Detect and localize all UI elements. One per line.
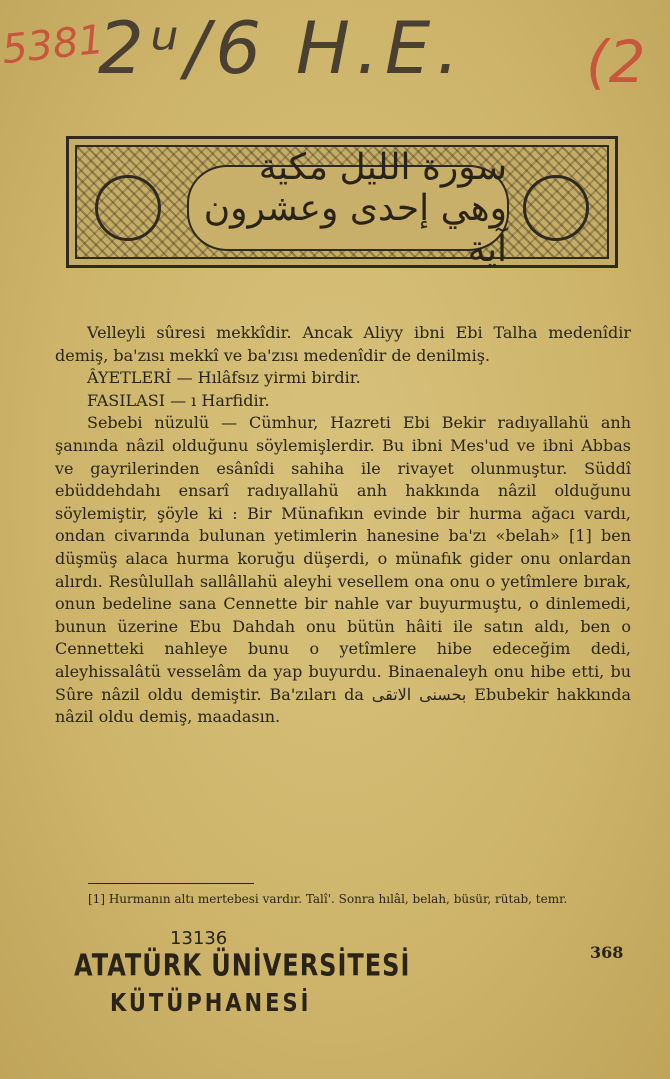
surah-title: سورة الليل مكية وهي إحدى وعشرون آية [187, 165, 509, 251]
footnote: [1] Hurmanın altı mertebesi vardır. Talî'. Sonra hılâl, belah, büsür, rütab, temr. [88, 892, 568, 906]
intro-paragraph: Velleyli sûresi mekkîdir. Ancak Aliyy ibni Ebi Talha medenîdir demiş, ba'zısı mekkî ve ba'zısı medenîdir de denilmiş. [55, 323, 631, 365]
library-stamp-line1: ATATÜRK ÜNİVERSİTESİ [74, 948, 411, 983]
fasilasi-line: FASILASI — ı Harfidir. [87, 390, 270, 410]
banner-ornament [75, 145, 609, 270]
header-banner [66, 136, 618, 268]
page-number: 368 [590, 943, 624, 962]
paren-mark: (2 [586, 28, 646, 96]
library-stamp-line2: KÜTÜPHANESİ [110, 988, 312, 1017]
stamp-number: 13136 [170, 928, 228, 949]
catalog-code: 2ᵘ/6 H.E. [98, 6, 466, 90]
body-text [55, 322, 631, 729]
footnote-rule [88, 883, 254, 884]
manuscript-number: 5381 [0, 16, 106, 74]
ayetleri-line: ÂYETLERİ — Hılâfsız yirmi birdir. [87, 368, 361, 388]
sebebi-nuzulu-paragraph: Sebebi nüzulü — Cümhur, Hazreti Ebi Bekir radıyallahü anh şanında nâzil olduğunu söylemişlerdir. Bu ibni Mes'ud ve ibni Abbas ve gayrilerinden esânîdi sahiha ile rivayet olunmuştur. Süddî ebüddehdahı ensarî radıyallahü anh hakkında nâzil olduğunu söylemiştir, şöyle ki : Bir Münafıkın evinde bir hurma ağacı vardı, ondan civarında bulunan yetimlerin hanesine ba'zı «belah» [1] ben düşmüş alaca hurma koruğu düşerdi, o münafık gider onu onlardan alırdı. Resûlullah sallâllahü aleyhi vesellem ona onu o yetîmlere bırak, onun bedeline sana Cennette bir nahle var buyurmuştu, o dinlemedi, bunun üzerine Ebu Dahdah onu bütün hâiti ile satın aldı, ben o Cennetteki nahleye bunu o yetîmlere hibe edeceğim dedi, aleyhissalâtü vesselâm da yap buyurdu. Binaenaleyh onu hibe etti, bu Sûre nâzil oldu demiştir. Ba'zıları da بحسنى الاتقى Ebubekir hakkında nâzil oldu demiş, maadasın. [55, 413, 631, 727]
left-rosette-icon [95, 175, 161, 241]
right-rosette-icon [523, 175, 589, 241]
